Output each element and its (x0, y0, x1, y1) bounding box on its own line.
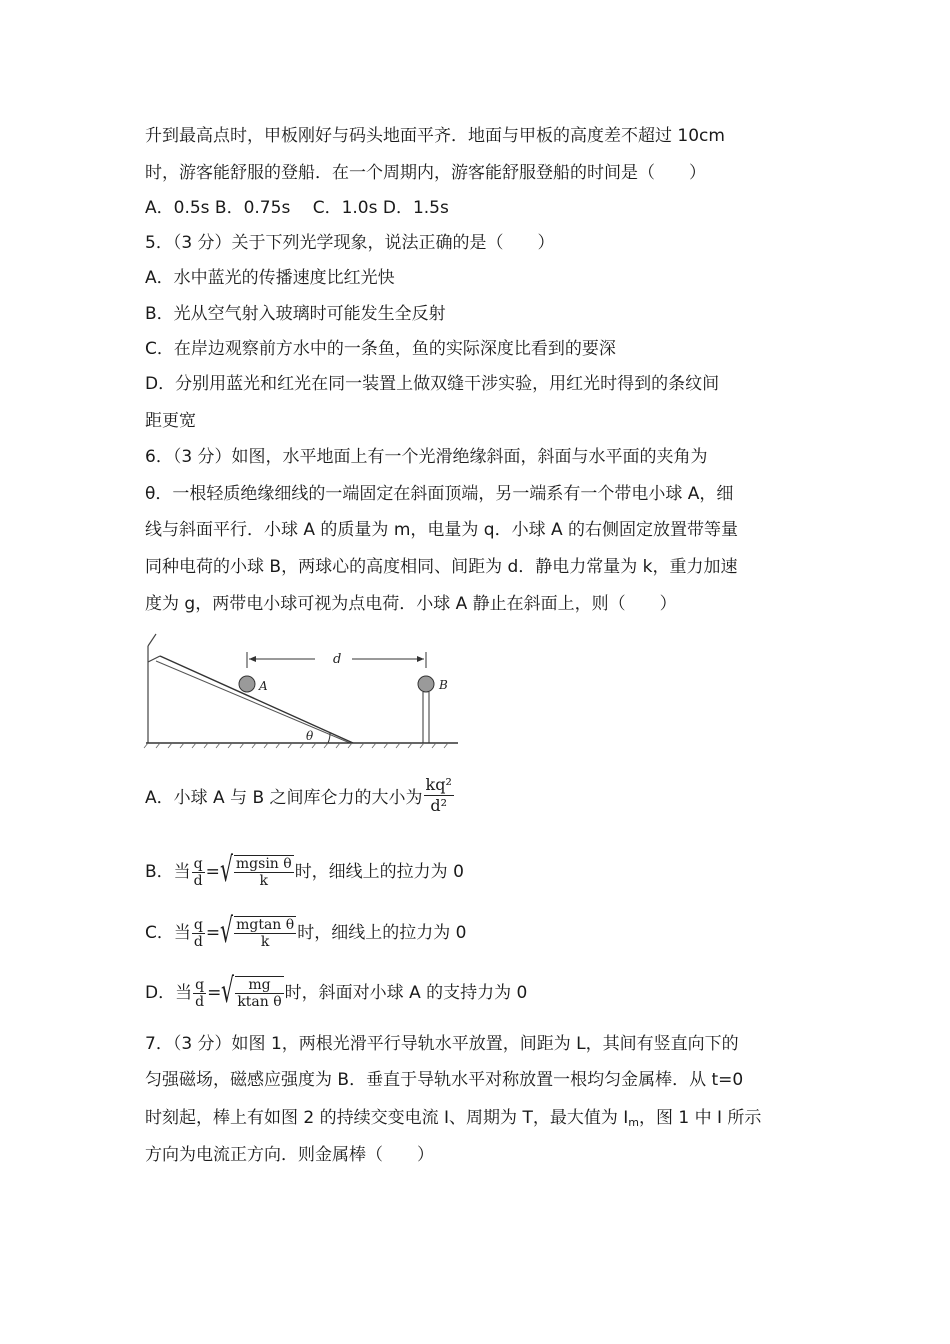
q6-stem-line-2: θ．一根轻质绝缘细线的一端固定在斜面顶端，另一端系有一个带电小球 A，细 (145, 484, 734, 504)
q7-line-3-tail: ，图 1 中 I 所示 (638, 1108, 762, 1128)
subscript-m: m (628, 1116, 639, 1129)
equals-sign: = (205, 862, 220, 882)
fraction-numerator: mgsin θ (235, 856, 292, 872)
option-label: D． (145, 983, 176, 1003)
q7-stem-line-4: 方向为电流正方向．则金属棒（ ） (145, 1145, 434, 1165)
option-prefix: 当 (173, 923, 191, 943)
sqrt-expression (220, 913, 297, 953)
theta-label: θ (306, 729, 314, 743)
q4-line-2: 时，游客能舒服的登船．在一个周期内，游客能舒服登船的时间是（ ） (145, 163, 706, 183)
fraction-denominator: k (234, 872, 294, 889)
sqrt-expression (221, 973, 284, 1013)
fraction-numerator: kq² (425, 775, 452, 794)
ball-a-label: A (259, 679, 268, 693)
q5-option-d-line-2: 距更宽 (145, 411, 196, 431)
q6-option-b (145, 852, 464, 892)
q6-option-d (145, 973, 527, 1013)
q4-options: A．0.5s B．0.75s C．1.0s D．1.5s (145, 198, 449, 218)
q5-option-d-line-1: D．分别用蓝光和红光在同一装置上做双缝干涉实验，用红光时得到的条纹间 (145, 374, 720, 394)
q7-line-3-text: 时刻起，棒上有如图 2 的持续交变电流 I、周期为 T，最大值为 I (145, 1108, 629, 1128)
radicand-fraction (234, 916, 296, 950)
ball-b-label: B (439, 678, 448, 692)
q6-option-a-text: A．小球 A 与 B 之间库仑力的大小为 (145, 788, 423, 808)
q-over-d-fraction (193, 977, 206, 1010)
fraction-numerator: q (195, 976, 205, 993)
q6-stem-line-4: 同种电荷的小球 B，两球心的高度相同、间距为 d．静电力常量为 k，重力加速 (145, 557, 738, 577)
fraction-denominator: d² (424, 795, 454, 816)
coulomb-force-fraction (424, 775, 454, 816)
q5-option-c: C．在岸边观察前方水中的一条鱼，鱼的实际深度比看到的要深 (145, 339, 616, 359)
q7-stem-line-3 (145, 1106, 761, 1135)
fraction-numerator: q (193, 916, 203, 933)
equals-sign: = (207, 983, 222, 1003)
q6-stem-line-5: 度为 g，两带电小球可视为点电荷．小球 A 静止在斜面上，则（ ） (145, 594, 677, 614)
q6-option-a (145, 774, 455, 822)
fraction-denominator: ktan θ (237, 994, 282, 1010)
radical-sign: √ (219, 850, 233, 890)
option-tail: 时，斜面对小球 A 的支持力为 0 (284, 983, 528, 1003)
q6-option-c (145, 913, 466, 953)
distance-d-label: d (333, 652, 342, 667)
fraction-numerator: q (193, 855, 203, 872)
ball-a (239, 676, 255, 692)
option-prefix: 当 (175, 983, 193, 1003)
radicand-fraction (234, 855, 294, 889)
q7-stem-line-2: 匀强磁场，磁感应强度为 B．垂直于导轨水平对称放置一根均匀金属棒．从 t=0 (145, 1070, 744, 1090)
fraction-denominator: d (193, 933, 203, 950)
option-label: B． (145, 862, 174, 882)
fraction-numerator: mg (248, 977, 271, 993)
q6-stem-line-3: 线与斜面平行．小球 A 的质量为 m，电量为 q．小球 A 的右侧固定放置带等量 (145, 520, 739, 540)
q7-stem-line-1: 7．（3 分）如图 1，两根光滑平行导轨水平放置，间距为 L，其间有竖直向下的 (145, 1034, 739, 1054)
fraction-denominator: d (193, 872, 203, 889)
fraction-denominator: d (195, 993, 205, 1010)
option-tail: 时，细线上的拉力为 0 (297, 923, 467, 943)
q5-option-b: B．光从空气射入玻璃时可能发生全反射 (145, 304, 446, 324)
radical-sign: √ (221, 971, 235, 1011)
q4-line-1: 升到最高点时，甲板刚好与码头地面平齐．地面与甲板的高度差不超过 10cm (145, 126, 725, 146)
fraction-numerator: mgtan θ (236, 917, 295, 933)
fraction-denominator: k (234, 933, 296, 950)
sqrt-expression (220, 852, 295, 892)
radicand-fraction (235, 976, 283, 1010)
option-label: C． (145, 923, 174, 943)
q5-stem: 5．（3 分）关于下列光学现象，说法正确的是（ ） (145, 233, 555, 253)
ball-b (418, 676, 434, 692)
equals-sign: = (205, 923, 221, 943)
option-prefix: 当 (173, 862, 191, 882)
option-tail: 时，细线上的拉力为 0 (294, 862, 464, 882)
q5-option-a: A．水中蓝光的传播速度比红光快 (145, 268, 395, 288)
q6-stem-line-1: 6．（3 分）如图，水平地面上有一个光滑绝缘斜面，斜面与水平面的夹角为 (145, 447, 708, 467)
q-over-d-fraction (192, 917, 205, 950)
radical-sign: √ (220, 911, 234, 951)
incline-figure (140, 632, 465, 750)
q-over-d-fraction (192, 856, 205, 889)
